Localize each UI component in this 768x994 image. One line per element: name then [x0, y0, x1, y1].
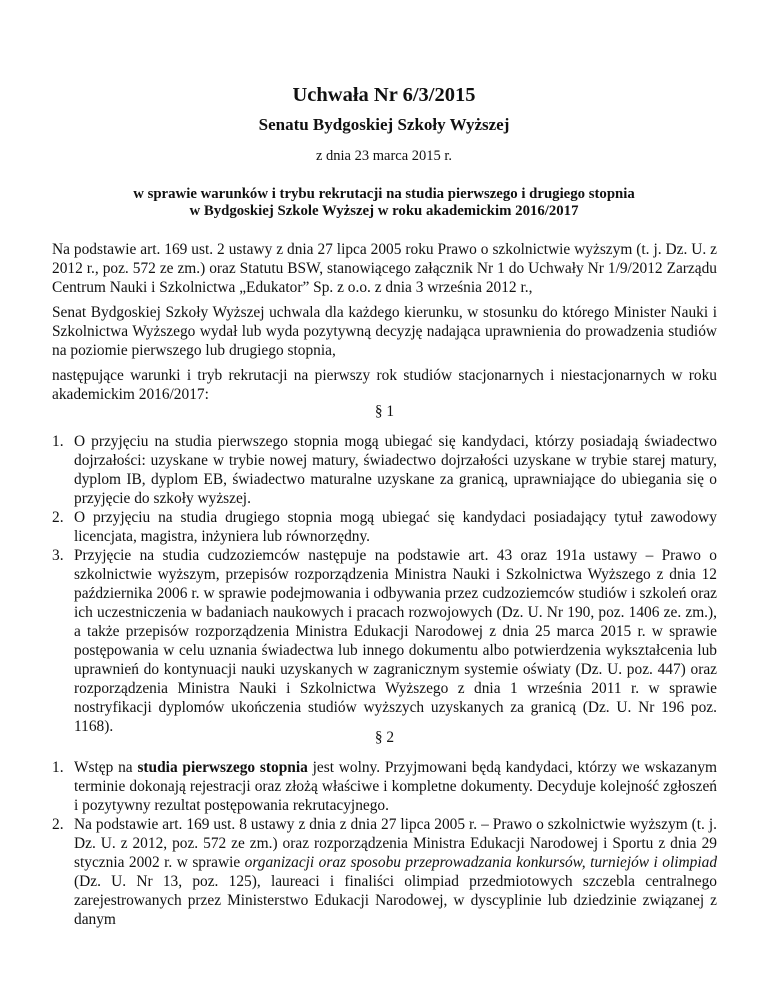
- preamble-paragraph: Na podstawie art. 169 ust. 2 ustawy z dnia 27 lipca 2005 roku Prawo o szkolnictwie wyższym (t. j. Dz. U. z 2012 r., poz. 572 ze zm.) oraz Statutu BSW, stanowiącego załącznik Nr 1 do Uchwały Nr 1/9/2012 Zarządu Centrum Nauki i Szkolnictwa „Edukator” Sp. z o.o. z dnia 3 września 2012 r.,: [52, 241, 717, 296]
- preamble-paragraph: następujące warunki i tryb rekrutacji na pierwszy rok studiów stacjonarnych i niestacjonarnych w roku akademickim 2016/2017:: [52, 367, 717, 403]
- item-text: jest wolny. Przyjmowani będą kandydaci, którzy we wskazanym terminie dokonają rejestracji oraz złożą właściwe i kompletne dokumenty. Decyduje kolejność zgłoszeń i pozytywny rezultat postępowania rekrutacyjnego.: [74, 759, 717, 814]
- subject-line: w Bydgoskiej Szkole Wyższej w roku akademickim 2016/2017: [189, 203, 579, 219]
- item-text: Wstęp na: [74, 759, 138, 776]
- item-text-italic: organizacji oraz sposobu przeprowadzania konkursów, turniejów i olimpiad: [244, 854, 718, 871]
- section-heading: § 1: [374, 403, 395, 420]
- item-number: 2.: [52, 816, 64, 833]
- preamble-paragraph: Senat Bydgoskiej Szkoły Wyższej uchwala dla każdego kierunku, w stosunku do którego Minister Nauki i Szkolnictwa Wyższego wydał lub wyda pozytywną decyzję nadająca uprawnienia do prowadzenia studiów na poziomie pierwszego lub drugiego stopnia,: [52, 304, 717, 359]
- list-item: [52, 815, 717, 929]
- subject-line: w sprawie warunków i trybu rekrutacji na studia pierwszego i drugiego stopnia: [133, 186, 635, 202]
- resolution-subtitle: Senatu Bydgoskiej Szkoły Wyższej: [258, 115, 510, 134]
- section-2: [52, 728, 717, 929]
- resolution-date: z dnia 23 marca 2015 r.: [315, 148, 453, 164]
- section-heading: § 2: [374, 729, 395, 746]
- item-text: (Dz. U. Nr 13, poz. 125), laureaci i finaliści olimpiad przedmiotowych szczebla centralnego zarejestrowanych przez Ministerstwo Edukacji Narodowej, w dyscyplinie lub dziedzinie związanej z danym: [74, 873, 717, 928]
- item-number: 1.: [52, 433, 64, 450]
- list-item: [52, 546, 717, 736]
- section-1-list: [52, 432, 717, 736]
- item-text: O przyjęciu na studia pierwszego stopnia mogą ubiegać się kandydaci, którzy posiadają świadectwo dojrzałości: uzyskane w trybie nowej matury, świadectwo dojrzałości uzyskane w trybie starej matury, dyplom IB, dyplom EB, świadectwo maturalne uzyskane za granicą, uprawniające do ubiegania się o przyjęcie do szkoły wyższej.: [74, 433, 717, 507]
- item-number: 2.: [52, 509, 64, 526]
- list-item: [52, 508, 717, 546]
- item-number: 1.: [52, 759, 64, 776]
- item-text-bold: studia pierwszego stopnia: [137, 759, 308, 776]
- list-item: [52, 758, 717, 815]
- section-1: [52, 402, 717, 736]
- resolution-title: Uchwała Nr 6/3/2015: [292, 84, 476, 106]
- section-2-list: [52, 758, 717, 929]
- resolution-subject: [0, 186, 768, 220]
- list-item: [52, 432, 717, 508]
- item-number: 3.: [52, 547, 64, 564]
- preamble: [52, 240, 717, 410]
- item-text: Na podstawie art. 169 ust. 8 ustawy z dnia z dnia 27 lipca 2005 r. – Prawo o szkolnictwie wyższym (t. j. Dz. U. z 2012, poz. 572 ze zm.) oraz rozporządzenia Ministra Edukacji Narodowej i Sportu z dnia 29 stycznia 2002 r. w sprawie: [74, 816, 717, 871]
- item-text: Przyjęcie na studia cudzoziemców następuje na podstawie art. 43 oraz 191a ustawy – Prawo o szkolnictwie wyższym, przepisów rozporządzenia Ministra Nauki i Szkolnictwa Wyższego z dnia 12 października 2006 r. w sprawie podejmowania i odbywania przez cudzoziemców studiów i szkoleń oraz ich uczestniczenia w badaniach naukowych i pracach rozwojowych (Dz. U. Nr 190, poz. 1406 ze. zm.), a także przepisów rozporządzenia Ministra Edukacji Narodowej z dnia 25 marca 2015 r. w sprawie postępowania w celu uznania świadectwa lub innego dokumentu albo potwierdzenia wykształcenia lub uprawnień do kontynuacji nauki uzyskanych w zagranicznym systemie oświaty (Dz. U. poz. 447) oraz rozporządzenia Ministra Nauki i Szkolnictwa Wyższego z dnia 1 września 2011 r. w sprawie nostryfikacji dyplomów ukończenia studiów wyższych uzyskanych za granicą (Dz. U. Nr 196 poz. 1168).: [74, 547, 717, 735]
- item-text: O przyjęciu na studia drugiego stopnia mogą ubiegać się kandydaci posiadający tytuł zawodowy licencjata, magistra, inżyniera lub równorzędny.: [74, 509, 717, 545]
